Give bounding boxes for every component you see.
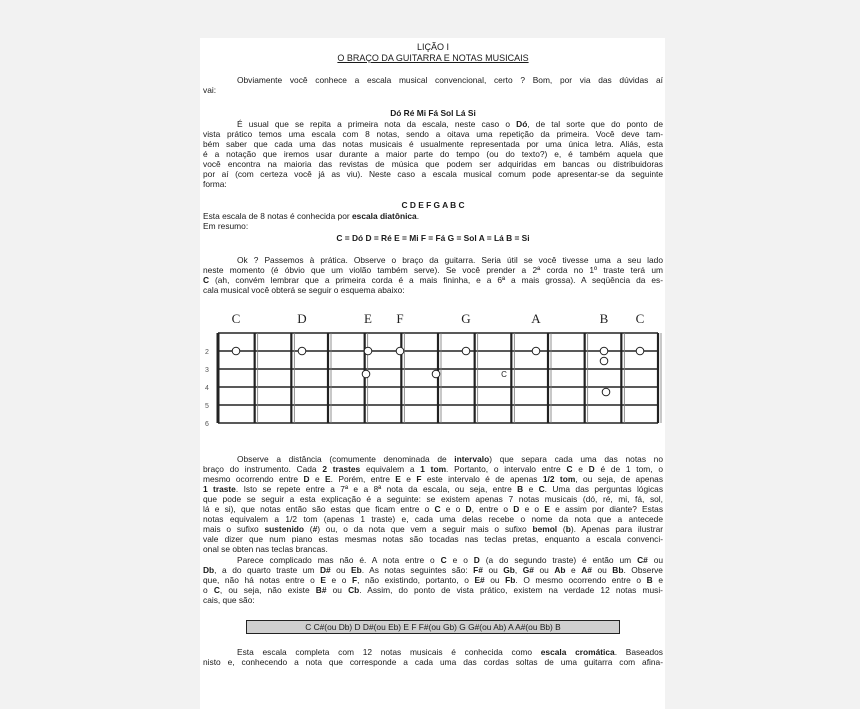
fretboard-diagram [200,303,665,433]
p3-line-2: neste momento (é óbvio que um violão também serve). Se você prender a 2ª corda no 1º traste terá um [203,265,663,275]
intro-line-2: vai: [203,85,217,95]
p1-line-7: forma: [203,179,227,189]
note-marker [298,347,306,355]
note-marker [232,347,240,355]
p5-line-2: Db, a do quarto traste um D# ou Eb. As notas seguintes são: F# ou Gb, G# ou Ab e A# ou Bb. Observe [203,565,663,575]
p2-line-2: Em resumo: [203,221,249,231]
string-number: 6 [205,421,209,428]
p4-line-4: 1 traste. Isto se repete entre a 7ª e a 8ª nota da escala, ou seja, entre B e C. Uma das perguntas lógicas [203,484,664,494]
p5-line-1: Parece complicado mas não é. A nota entre o C e o D (a do segundo traste) é então um C# ou [237,555,664,565]
string-number: 4 [205,385,209,392]
note-marker [532,347,540,355]
note-marker [602,388,610,396]
note-label: C [635,311,645,326]
note-marker [432,370,440,378]
p5-line-5: cais, que são: [203,595,255,605]
p3-line-3: C (ah, convém lembrar que a primeira corda é a mais fininha, e a 6ª a mais grossa). A seqüência da es- [203,275,663,285]
page-title [203,53,663,63]
note-marker [600,357,608,365]
p5-line-4: o C, ou seja, não existe B# ou Cb. Assim, do ponto de vista prático, existem na verdade 12 notas musi- [203,585,663,595]
p3-line-4: cala musical você obterá se seguir o esquema abaixo: [203,285,405,295]
string-number: 5 [205,403,209,410]
note-label: D [297,311,307,326]
p4-line-3: mesmo ocorrendo entre D e E. Porém, entre E e F este intervalo é de apenas 1/2 tom, ou seja, de apenas [203,474,664,484]
note-label: A [531,311,541,326]
note-label: G [461,311,471,326]
note-marker [362,370,370,378]
page-title-text: O BRAÇO DA GUITARRA E NOTAS MUSICAIS [337,53,529,63]
note-equivalence: C = Dó D = Ré E = Mi F = Fá G = Sol A = Lá B = Si [336,233,530,243]
note-label: F [396,311,404,326]
fretboard-grid [218,333,661,423]
p4-line-2: braço do instrumento. Cada 2 trastes equivalem a 1 tom. Portanto, o intervalo entre C e D é de 1 tom, o [203,464,663,474]
note-marker [396,347,404,355]
note-label: E [364,311,372,326]
string-number: 3 [205,367,209,374]
p1-line-1: É usual que se repita a primeira nota da escala, neste caso o Dó, de tal sorte que do ponto de [237,119,663,129]
p1-line-4: é a notação que iremos usar durante a maior parte do tempo (ou do texto?) e, é também aquela que [203,149,663,159]
note-marker [636,347,644,355]
p4-line-1: Observe a distância (comumente denominada de intervalo) que separa cada uma das notas no [237,454,663,464]
p3-line-1: Ok ? Passemos à prática. Observe o braço da guitarra. Seria útil se você tivesse uma a seu lado [237,255,663,265]
intro-line-1: Obviamente você conhece a escala musical convencional, certo ? Bom, por via das dúvidas aí [237,75,663,85]
letters-heading: C D E F G A B C [401,200,465,210]
p2-line-1: Esta escala de 8 notas é conhecida por escala diatônica. [203,211,420,221]
p4-line-10: onal se obten nas teclas brancas. [203,544,328,554]
note-marker [600,347,608,355]
p1-line-2: vista prático temos uma escala com 8 notas, sendo a oitava uma repetição da primeira. Você deve tam- [203,129,663,139]
p4-line-5: que pode se seguir a esta explicação é a seguinte: se existem apenas 7 notas musicais (dó, ré, mi, fá, sol, [203,494,663,504]
p1-line-3: bém saber que cada uma das notas musicais é usualmente representada por uma única letra. Aliás, esta [203,139,663,149]
fretboard-note-labels [232,311,645,326]
note-label: C [231,311,241,326]
p4-line-9: vale dizer que num piano estas mesmas notas são tocadas nas teclas pretas, enquanto a escala convenci- [203,534,663,544]
solfege-heading: Dó Ré Mi Fá Sol Lá Si [390,108,476,118]
string-number: 2 [205,349,209,356]
p4-line-6: lá e si), que notas então são estas que ficam entre o C e o D, entre o D e o E e assim por diante? Estas [203,504,664,514]
chromatic-scale-box: C C#(ou Db) D D#(ou Eb) E F F#(ou Gb) G G#(ou Ab) A A#(ou Bb) B [246,620,620,634]
note-label: B [599,311,609,326]
p4-line-7: notas equivalem a 1/2 tom (apenas 1 traste) e, cada uma delas recebe o nome da nota que a antecede [203,514,663,524]
note-marker [364,347,372,355]
lesson-number: LIÇÃO I [416,42,449,52]
note-marker [462,347,470,355]
p1-line-6: por aí (com certeza você já as viu). Neste caso a escala musical comum pode apresentar-se da seguinte [203,169,663,179]
p5-line-3: que, não há notas entre o E e o F, não existindo, portanto, o E# ou Fb. O mesmo ocorrendo entre o B e [203,575,663,585]
p1-line-5: você encontra na maioria das revistas de música que podem ser adquiridas em bancas ou distribuidoras [203,159,663,169]
p6-line-2: nisto e, conhecendo a nota que corresponde a cada uma das cordas soltas de uma guitarra com afina- [203,657,663,667]
p6-line-1: Esta escala completa com 12 notas musicais é conhecida como escala cromática. Baseados [237,647,663,657]
inline-note-label: C [501,370,507,379]
p4-line-8: mais o sufixo sustenido (#) ou, o da nota que vem a seguir mais o sufixo bemol (b). Apenas para ilustrar [203,524,664,534]
fretboard-string-numbers [205,349,209,428]
